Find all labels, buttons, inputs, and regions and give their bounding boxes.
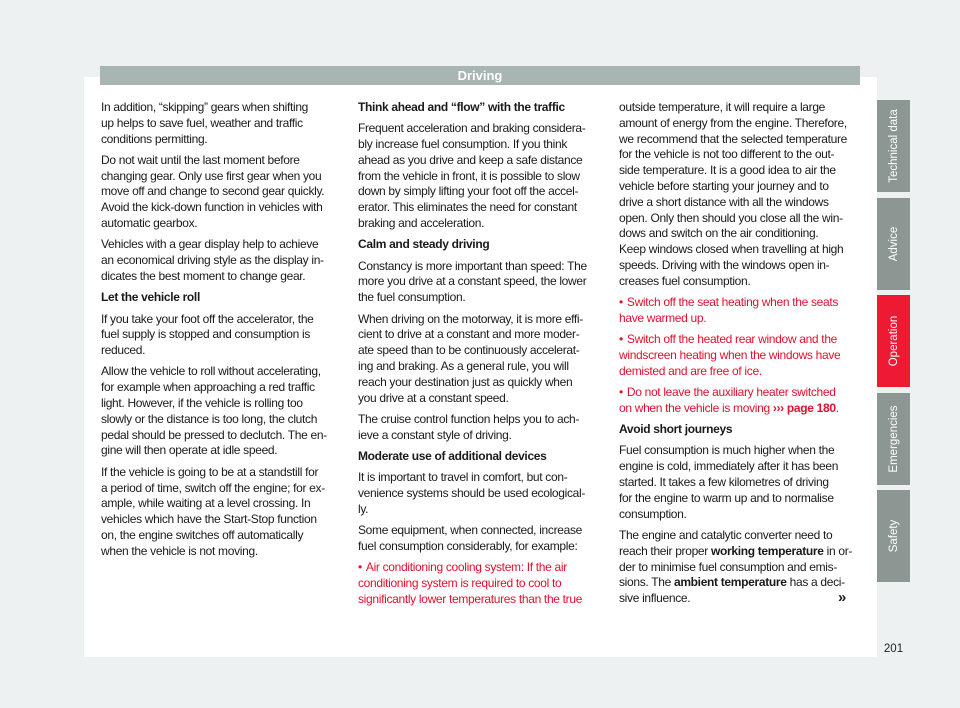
text-run: The cruise control function helps you to ach- [358, 411, 580, 426]
text-line [101, 396, 346, 412]
text-line [358, 169, 603, 185]
text-line [619, 295, 860, 311]
text-line [101, 428, 346, 444]
text-run: on when the vehicle is moving [619, 400, 773, 415]
text-run: Switch off the heated rear window and the [626, 332, 838, 347]
text-run: der to minimise fuel consumption and emis- [619, 559, 837, 574]
text-run: vehicle before starting your journey and to [619, 178, 829, 193]
paragraph [358, 470, 603, 517]
paragraph [619, 443, 864, 522]
text-run: Calm and steady driving [358, 237, 490, 252]
text-run: bly increase fuel consumption. If you think [358, 137, 568, 152]
text-run: automatic gearbox. [101, 216, 198, 231]
bullet-item [619, 332, 860, 379]
text-line [619, 163, 864, 179]
text-run: ly. [358, 501, 369, 516]
text-run: started. It takes a few kilometres of driving [619, 475, 829, 490]
text-run: Moderate use of additional devices [358, 448, 547, 463]
tab-label: Safety [887, 519, 900, 553]
text-run: Allow the vehicle to roll without accelerating, [101, 364, 321, 379]
text-line [619, 443, 864, 459]
text-line [358, 412, 603, 428]
text-run: open. Only then should you close all the win- [619, 210, 843, 225]
bullet-item [619, 295, 860, 327]
text-run: fuel supply is stopped and consumption is [101, 327, 311, 342]
paragraph [358, 312, 603, 407]
column-3 [619, 100, 864, 612]
text-run: side temperature. It is a good idea to air the [619, 163, 836, 178]
text-line [358, 502, 603, 518]
paragraph [358, 412, 603, 444]
tab-advice[interactable] [877, 198, 910, 290]
text-line [619, 332, 860, 348]
text-run: fuel consumption considerably, for example: [358, 538, 578, 553]
section-heading [101, 290, 346, 306]
text-line [358, 327, 603, 343]
text-line [101, 343, 346, 359]
text-run: significantly lower temperatures than the true [358, 591, 583, 606]
text-run: Think ahead and “flow” with the traffic [358, 100, 565, 114]
text-run: Let the vehicle roll [101, 290, 200, 305]
text-line [101, 327, 346, 343]
text-run: down by simply lifting your foot off the accel- [358, 184, 579, 199]
text-line [101, 116, 346, 132]
text-line [619, 575, 864, 591]
text-run: Air conditioning cooling system: If the air [365, 560, 567, 575]
column-2 [358, 100, 603, 613]
text-line [619, 591, 864, 607]
paragraph [619, 528, 864, 607]
text-line [101, 465, 346, 481]
text-line [619, 195, 864, 211]
text-run: Fuel consumption is much higher when the [619, 443, 835, 458]
text-line [619, 258, 864, 274]
text-run: Avoid the kick-down function in vehicles with [101, 200, 323, 215]
text-line [358, 153, 603, 169]
tab-label: Operation [887, 315, 900, 367]
paragraph [619, 100, 864, 290]
text-line [358, 486, 603, 502]
text-run: Some equipment, when connected, increase [358, 523, 583, 538]
text-line [619, 459, 864, 475]
text-line [619, 348, 860, 364]
text-line [101, 496, 346, 512]
text-line [619, 364, 860, 380]
tab-emergencies[interactable] [877, 393, 910, 485]
bold-text: working temperature [710, 543, 824, 558]
text-run: we recommend that the selected temperature [619, 131, 848, 146]
text-run: windscreen heating when the windows have [619, 347, 841, 362]
text-line [101, 184, 346, 200]
text-run: Vehicles with a gear display help to achieve [101, 237, 319, 252]
text-line [358, 539, 603, 555]
text-line [358, 121, 603, 137]
text-line [619, 226, 864, 242]
text-run: when the vehicle is not moving. [101, 543, 258, 558]
text-run: vehicles which have the Start-Stop function [101, 512, 317, 527]
text-run: The engine and catalytic converter need to [619, 527, 833, 542]
tab-safety[interactable] [877, 490, 910, 582]
text-line [101, 237, 346, 253]
bullet-item [358, 560, 599, 607]
bullet-item [619, 385, 860, 417]
tab-label: Advice [887, 226, 900, 262]
paragraph [358, 523, 603, 555]
tab-label: Technical data [887, 109, 900, 183]
text-line [619, 560, 864, 576]
text-run: in or- [823, 543, 853, 558]
text-line [619, 274, 864, 290]
text-line [101, 153, 346, 169]
text-line [358, 137, 603, 153]
text-run: up helps to save fuel, weather and traffic [101, 115, 303, 130]
text-run: gine will then operate at idle speed. [101, 443, 278, 458]
text-line [101, 253, 346, 269]
text-run: ate speed than to be continuously accelerat- [358, 343, 580, 358]
text-run: Do not wait until the last moment before [101, 152, 300, 167]
text-run: Frequent acceleration and braking considera- [358, 121, 586, 136]
text-run: has a deci- [786, 575, 845, 590]
text-run: conditioning system is required to cool to [358, 576, 562, 591]
text-run: the fuel consumption. [358, 290, 466, 305]
text-run: for example when approaching a red traffic [101, 380, 315, 395]
text-line [619, 116, 864, 132]
text-line [619, 422, 864, 438]
text-run: amount of energy from the engine. Therefore, [619, 115, 847, 130]
text-line [619, 211, 864, 227]
text-line [101, 290, 346, 306]
text-line [619, 147, 864, 163]
text-run: Keep windows closed when travelling at high [619, 242, 844, 257]
text-run: for the engine to warm up and to normalise [619, 490, 834, 505]
text-run: from the vehicle in front, it is possible to slow [358, 168, 580, 183]
text-line [358, 237, 603, 253]
text-run: sions. The [619, 575, 674, 590]
text-run: speeds. Driving with the windows open in- [619, 257, 830, 272]
text-line [358, 216, 603, 232]
text-run: drive a short distance with all the windows [619, 194, 829, 209]
text-run: ieve a constant style of driving. [358, 427, 512, 442]
text-line [358, 391, 603, 407]
text-run: cient to drive at a constant and more moder- [358, 327, 580, 342]
text-line [358, 592, 599, 608]
text-line [619, 311, 860, 327]
text-line [358, 200, 603, 216]
text-line [358, 274, 603, 290]
text-run: ing and braking. As a general rule, you will [358, 358, 569, 373]
text-run: pedal should be pressed to declutch. The en- [101, 427, 327, 442]
text-run: dicates the best moment to change gear. [101, 268, 306, 283]
text-run: outside temperature, it will require a large [619, 100, 826, 114]
text-run: sive influence. [619, 591, 691, 606]
text-run: If you take your foot off the accelerator, the [101, 311, 314, 326]
section-header: Driving [100, 66, 860, 85]
text-run: dows and switch on the air conditioning. [619, 226, 819, 241]
bold-text[interactable]: ››› page 180 [772, 400, 836, 415]
text-line [358, 100, 603, 116]
paragraph [358, 259, 603, 306]
text-line [358, 259, 603, 275]
text-run: When driving on the motorway, it is more effi- [358, 311, 583, 326]
paragraph [101, 312, 346, 359]
section-heading [619, 422, 864, 438]
text-run: reach your destination just as quickly when [358, 374, 573, 389]
text-line [101, 528, 346, 544]
text-line [358, 576, 599, 592]
text-run: . [835, 400, 839, 415]
tab-technical-data[interactable] [877, 100, 910, 192]
bullet-icon: • [358, 560, 362, 575]
text-run: Constancy is more important than speed: The [358, 258, 587, 273]
text-line [101, 100, 346, 116]
text-line [101, 544, 346, 560]
paragraph [101, 100, 346, 147]
text-line [619, 401, 860, 417]
paragraph [101, 465, 346, 560]
text-run: have warmed up. [619, 310, 707, 325]
text-run: more you drive at a constant speed, the lower [358, 274, 587, 289]
text-line [619, 242, 864, 258]
text-line [619, 491, 864, 507]
text-run: Do not leave the auxiliary heater switched [626, 385, 836, 400]
text-line [358, 428, 603, 444]
text-run: If the vehicle is going to be at a standstill for [101, 464, 319, 479]
text-line [101, 481, 346, 497]
text-line [358, 359, 603, 375]
section-heading [358, 237, 603, 253]
text-run: for the vehicle is not too different to the out- [619, 147, 835, 162]
section-heading [358, 449, 603, 465]
text-line [619, 528, 864, 544]
text-line [101, 364, 346, 380]
text-run: erator. This eliminates the need for constant [358, 200, 577, 215]
text-run: ample, while waiting at a level crossing. In [101, 496, 311, 511]
tab-label: Emergencies [887, 405, 900, 473]
text-run: an economical driving style as the display in- [101, 253, 324, 268]
text-run: creases fuel consumption. [619, 273, 751, 288]
text-line [101, 412, 346, 428]
paragraph [358, 121, 603, 232]
text-line [619, 507, 864, 523]
text-line [358, 523, 603, 539]
text-run: ahead as you drive and keep a safe distance [358, 152, 583, 167]
text-line [358, 290, 603, 306]
bullet-icon: • [619, 385, 623, 400]
page-number: 201 [883, 643, 904, 655]
text-run: move off and change to second gear quickly. [101, 184, 325, 199]
text-run: consumption. [619, 506, 687, 521]
text-run: on, the engine switches off automatically [101, 527, 304, 542]
text-run: In addition, “skipping” gears when shifting [101, 100, 309, 114]
text-line [619, 385, 860, 401]
paragraph [101, 153, 346, 232]
text-line [358, 560, 599, 576]
bullet-icon: • [619, 332, 623, 347]
continued-marker: » [838, 589, 847, 606]
section-heading [358, 100, 603, 116]
text-run: slowly or the distance is too long, the clutch [101, 411, 318, 426]
text-line [358, 470, 603, 486]
text-line [101, 443, 346, 459]
text-line [619, 100, 864, 116]
text-run: reduced. [101, 343, 146, 358]
text-run: changing gear. Only use first gear when you [101, 168, 322, 183]
text-line [101, 312, 346, 328]
text-line [619, 544, 864, 560]
text-run: Avoid short journeys [619, 422, 733, 437]
text-line [101, 216, 346, 232]
text-line [101, 132, 346, 148]
text-line [619, 179, 864, 195]
text-line [619, 132, 864, 148]
text-run: conditions permitting. [101, 131, 208, 146]
text-line [101, 512, 346, 528]
text-line [619, 475, 864, 491]
text-line [358, 343, 603, 359]
paragraph [101, 237, 346, 284]
text-run: venience systems should be used ecological- [358, 486, 586, 501]
text-run: engine is cold, immediately after it has been [619, 459, 839, 474]
text-line [358, 312, 603, 328]
paragraph [101, 364, 346, 459]
tab-operation[interactable] [877, 295, 910, 387]
text-line [101, 200, 346, 216]
column-1 [101, 100, 346, 565]
text-line [358, 375, 603, 391]
bold-text: ambient temperature [673, 575, 787, 590]
text-line [101, 269, 346, 285]
text-run: braking and acceleration. [358, 216, 485, 231]
text-line [358, 184, 603, 200]
text-line [358, 449, 603, 465]
text-run: a period of time, switch off the engine; for ex- [101, 480, 325, 495]
bullet-icon: • [619, 295, 623, 310]
text-run: demisted and are free of ice. [619, 363, 762, 378]
text-run: Switch off the seat heating when the seats [626, 295, 839, 310]
text-run: you drive at a constant speed. [358, 390, 509, 405]
text-line [101, 169, 346, 185]
text-run: reach their proper [619, 543, 711, 558]
text-run: It is important to travel in comfort, but con- [358, 470, 568, 485]
text-line [101, 380, 346, 396]
text-run: light. However, if the vehicle is rolling too [101, 396, 303, 411]
